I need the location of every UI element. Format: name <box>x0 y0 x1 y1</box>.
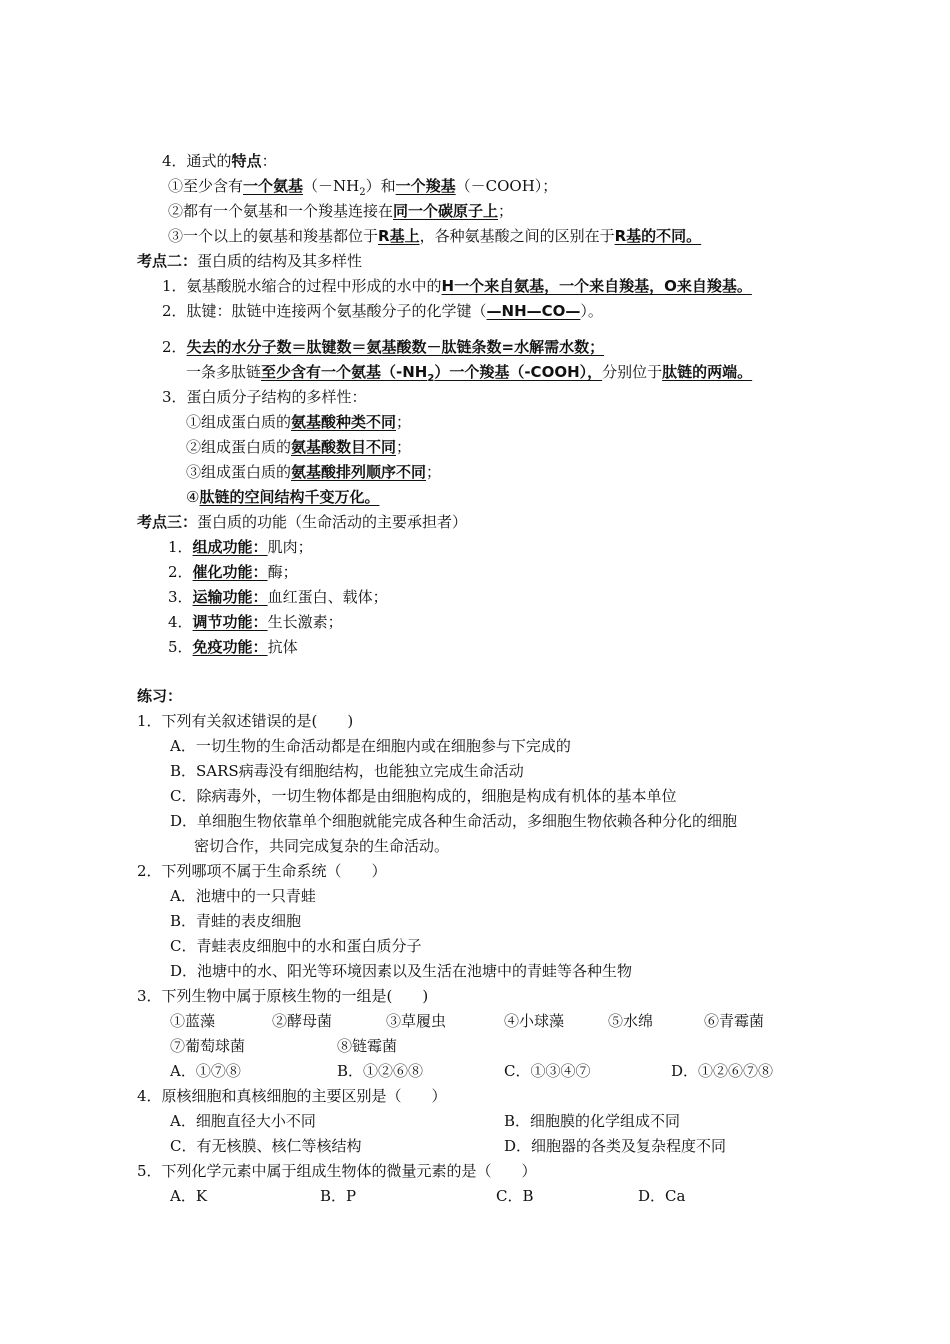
q1-option-c: C．除病毒外，一切生物体都是由细胞构成的，细胞是构成有机体的基本单位 <box>170 787 677 805</box>
question-1-stem: 1．下列有关叙述错误的是( ) <box>137 712 354 730</box>
q3-organism: ⑤水绵 <box>608 1012 654 1030</box>
k2-diversity-title: 3．蛋白质分子结构的多样性： <box>162 388 367 406</box>
q3-option-b: B．①②⑥⑧ <box>337 1062 424 1080</box>
question-3-stem: 3．下列生物中属于原核生物的一组是( ) <box>137 987 429 1005</box>
q5-option-c: C．B <box>496 1187 534 1205</box>
q5-option-a: A．K <box>170 1187 208 1205</box>
q3-organism: ⑥青霉菌 <box>704 1012 765 1030</box>
feature-line-1: ①至少含有一个氨基$(-NH_2)$和一个羧基（－COOH）； <box>168 177 558 198</box>
q3-organism: ②酵母菌 <box>272 1012 333 1030</box>
q4-option-a: A．细胞直径大小不同 <box>170 1112 316 1130</box>
q3-organism: ③草履虫 <box>386 1012 447 1030</box>
k2-diversity-1: ①组成蛋白质的氨基酸种类不同； <box>186 413 412 431</box>
question-2-stem: 2．下列哪项不属于生命系统（ ） <box>137 862 387 880</box>
q3-organism: ⑦葡萄球菌 <box>170 1037 246 1055</box>
q3-option-a: A．①⑦⑧ <box>170 1062 241 1080</box>
q5-option-d: D．Ca <box>638 1187 686 1205</box>
kaodian-2-heading: 考点二：蛋白质的结构及其多样性 <box>137 252 363 270</box>
q4-option-d: D．细胞器的各类及复杂程度不同 <box>504 1137 727 1155</box>
function-item: 2．催化功能：酶； <box>168 563 298 581</box>
q2-option-d: D．池塘中的水、阳光等环境因素以及生活在池塘中的青蛙等各种生物 <box>170 962 633 980</box>
q2-option-b: B．青蛙的表皮细胞 <box>170 912 302 930</box>
feature-line-2: ②都有一个氨基和一个羧基连接在同一个碳原子上； <box>168 202 514 220</box>
function-item: 3．运输功能：血红蛋白、载体； <box>168 588 388 606</box>
question-5-stem: 5．下列化学元素中属于组成生物体的微量元素的是（ ） <box>137 1162 537 1180</box>
q3-organism: ④小球藻 <box>504 1012 565 1030</box>
q3-option-d: D．①②⑥⑦⑧ <box>671 1062 774 1080</box>
q5-option-b: B．P <box>320 1187 357 1205</box>
q3-organism: ①蓝藻 <box>170 1012 216 1030</box>
k2-line-1: 1．氨基酸脱水缩合的过程中形成的水中的H一个来自氨基，一个来自羧基，O来自羧基。 <box>162 277 752 295</box>
feature-line-3: ③一个以上的氨基和羧基都位于R基上，各种氨基酸之间的区别在于R基的不同。 <box>168 227 702 245</box>
function-item: 5．免疫功能：抗体 <box>168 638 298 656</box>
k2-peptide-bond: 2．肽键：肽链中连接两个氨基酸分子的化学键（—NH—CO—）。 <box>162 302 603 320</box>
q3-organism: ⑧链霉菌 <box>337 1037 398 1055</box>
k2-diversity-4: ④肽链的空间结构千变万化。 <box>186 488 380 506</box>
q1-option-d: D．单细胞生物依靠单个细胞就能完成各种生命活动，多细胞生物依赖各种分化的细胞 <box>170 812 738 830</box>
kaodian-3-heading: 考点三：蛋白质的功能（生命活动的主要承担者） <box>137 513 468 531</box>
section-4-title: 4．通式的特点： <box>162 152 277 170</box>
k2-diversity-2: ②组成蛋白质的氨基酸数目不同； <box>186 438 412 456</box>
q1-option-a: A．一切生物的生命活动都是在细胞内或在细胞参与下完成的 <box>170 737 571 755</box>
q1-option-d-cont: 密切合作，共同完成复杂的生命活动。 <box>194 837 450 855</box>
q2-option-c: C．青蛙表皮细胞中的水和蛋白质分子 <box>170 937 422 955</box>
k2-water-count: 2．失去的水分子数＝肽键数＝氨基酸数－肽链条数=水解需水数； <box>162 338 605 356</box>
question-4-stem: 4．原核细胞和真核细胞的主要区别是（ ） <box>137 1087 447 1105</box>
q2-option-a: A．池塘中的一只青蛙 <box>170 887 316 905</box>
q1-option-b: B．SARS病毒没有细胞结构，也能独立完成生命活动 <box>170 762 524 780</box>
q4-option-c: C．有无核膜、核仁等核结构 <box>170 1137 362 1155</box>
function-item: 4．调节功能：生长激素； <box>168 613 343 631</box>
practice-heading: 练习： <box>137 687 183 705</box>
q4-option-b: B．细胞膜的化学组成不同 <box>504 1112 681 1130</box>
function-item: 1．组成功能：肌肉； <box>168 538 313 556</box>
k2-chain-ends: 一条多肽链至少含有一个氨基$(-NH_2)$一个羧基（-COOH），分别位于肽链的两端。 <box>186 363 753 384</box>
k2-diversity-3: ③组成蛋白质的氨基酸排列顺序不同； <box>186 463 442 481</box>
q3-option-c: C．①③④⑦ <box>504 1062 591 1080</box>
